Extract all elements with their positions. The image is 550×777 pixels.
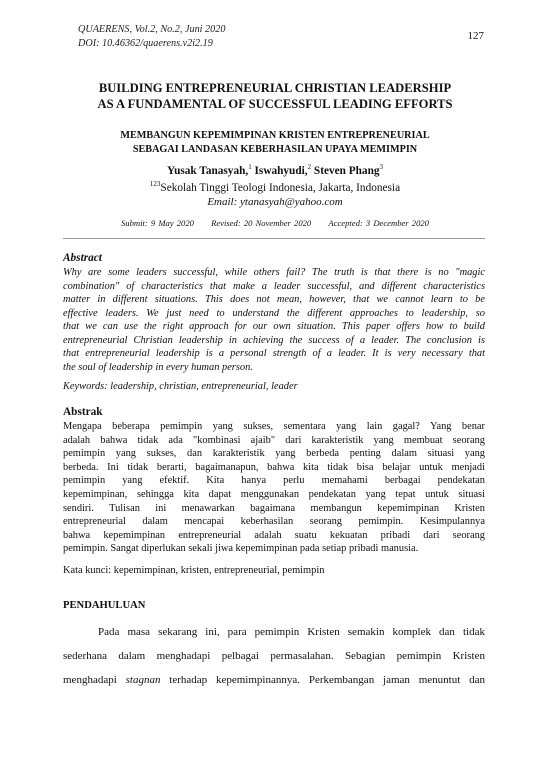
revised-date: Revised: 20 November 2020 xyxy=(211,218,312,228)
author-2: Iswahyudi, xyxy=(251,164,308,177)
affiliation xyxy=(60,180,490,194)
intro-line: sederhana dalam menghadapi pelbagai permasalahan. Sebagian pemimpin Kristen xyxy=(63,650,485,662)
abstract-line: effective leaders. We just need to understand the different approaches to leadership, so xyxy=(63,307,485,319)
intro-line-1: Pada masa sekarang ini, para pemimpin Kristen semakin komplek dan tidak xyxy=(98,626,485,638)
intro-line xyxy=(63,620,485,644)
subtitle-line-2: SEBAGAI LANDASAN KEBERHASILAN UPAYA MEMIMPIN xyxy=(132,144,418,155)
submit-date: Submit: 9 May 2020 xyxy=(121,218,194,228)
intro-line-3b: terhadap kepemimpinannya. Perkembangan jaman menuntut dan xyxy=(160,674,486,686)
abstract-line: entrepreneurial Christian leadership in achieving the success of a leader. The conclusion is xyxy=(63,334,485,346)
keywords-en: Keywords: leadership, christian, entrepreneurial, leader xyxy=(63,381,298,392)
intro-paragraph xyxy=(63,620,485,692)
abstract-line: combination" of characteristics that make a leader successful, and different characteristics xyxy=(63,280,485,292)
intro-line xyxy=(63,668,485,692)
abstrak-heading: Abstrak xyxy=(63,406,103,418)
author-list xyxy=(60,163,490,177)
abstrak-line: berbeda. Ini tidak berarti, bagaimanapun, bahwa kita tidak bisa belajar untuk menjadi xyxy=(63,461,485,473)
author-1: Yusak Tanasyah, xyxy=(166,164,249,177)
accepted-date: Accepted: 3 December 2020 xyxy=(328,218,429,228)
running-header xyxy=(78,23,225,50)
abstrak-line: bahwa kepemimpinan entrepreneurial adalah suatu kekuatan pribadi dari seorang xyxy=(63,529,485,541)
subtitle-line-1: MEMBANGUN KEPEMIMPINAN KRISTEN ENTREPRENEURIAL xyxy=(120,130,430,141)
abstrak-line: entrepreneurial dalam mencapai keberhasilan seorang pemimpin. Kesimpulannya xyxy=(63,516,485,528)
abstrak-line: Mengapa beberapa pemimpin yang sukses, sementara yang lain gagal? Yang benar xyxy=(63,421,485,432)
author-2-affil-mark: 2 xyxy=(307,163,312,171)
abstract-text xyxy=(63,266,485,374)
abstract-line: matter in different situations. This does not mean, however, that we cannot learn to be xyxy=(63,294,485,305)
author-3-affil-mark: 3 xyxy=(379,163,384,171)
abstract-line: that entrepreneurial leadership is a personal strength of a leader. It is very necessary that xyxy=(63,348,485,359)
intro-line-3a: menghadapi xyxy=(63,674,126,686)
title-line-1: BUILDING ENTREPRENEURIAL CHRISTIAN LEADERSHIP xyxy=(98,81,452,95)
abstract-line: the soul of leadership in every human person. xyxy=(63,361,253,373)
abstrak-line: kepemimpinan, sehingga kita dapat menggunakan pendekatan yang tepat untuk situasi xyxy=(63,488,485,500)
abstrak-line: pemimpin. Sangat diperlukan sekali jiwa kepemimpinan pada setiap pribadi manusia. xyxy=(63,543,419,555)
abstrak-line: adalah bahwa tidak ada "kombinasi ajaib" dari karakteristik yang membuat seorang xyxy=(63,434,485,446)
author-3: Steven Phang xyxy=(311,164,380,177)
paper-title xyxy=(60,80,490,112)
doi: DOI: 10.46362/quaerens.v2i2.19 xyxy=(78,37,213,49)
journal-citation: QUAERENS, Vol.2, No.2, Juni 2020 xyxy=(78,24,226,35)
author-email[interactable]: Email: ytanasyah@yahoo.com xyxy=(207,196,343,208)
section-heading: PENDAHULUAN xyxy=(63,600,146,611)
abstract-line: Why are some leaders successful, while others fail? The truth is that there is no "magic xyxy=(63,267,485,278)
abstrak-line: pemimpin yang efektif. Kita hanya perlu memahami berbagai pendekatan xyxy=(63,475,485,487)
paper-subtitle xyxy=(60,129,490,157)
abstrak-line: pemimpin yang sukses, dan karakteristik yang berbeda penting dalam situasi yang xyxy=(63,448,485,460)
emphasis-term: stagnan xyxy=(125,674,161,686)
abstrak-text xyxy=(63,420,485,556)
author-1-affil-mark: 1 xyxy=(248,163,252,171)
affiliation-text: Sekolah Tinggi Teologi Indonesia, Jakarta, Indonesia xyxy=(160,181,401,194)
submission-dates xyxy=(60,218,490,228)
title-line-2: AS A FUNDAMENTAL OF SUCCESSFUL LEADING EFFORTS xyxy=(97,97,453,111)
abstract-line: that we can use the right approach for our own situation. This paper offers how to build xyxy=(63,321,485,332)
page-number: 127 xyxy=(467,30,484,42)
affiliation-mark: 123 xyxy=(149,180,161,188)
abstrak-line: sendiri. Tulisan ini menawarkan bagaimana membangun kepemimpinan Kristen xyxy=(63,502,485,514)
abstract-heading: Abstract xyxy=(63,252,102,264)
divider xyxy=(63,238,485,239)
keywords-id: Kata kunci: kepemimpinan, kristen, entrepreneurial, pemimpin xyxy=(63,565,325,576)
